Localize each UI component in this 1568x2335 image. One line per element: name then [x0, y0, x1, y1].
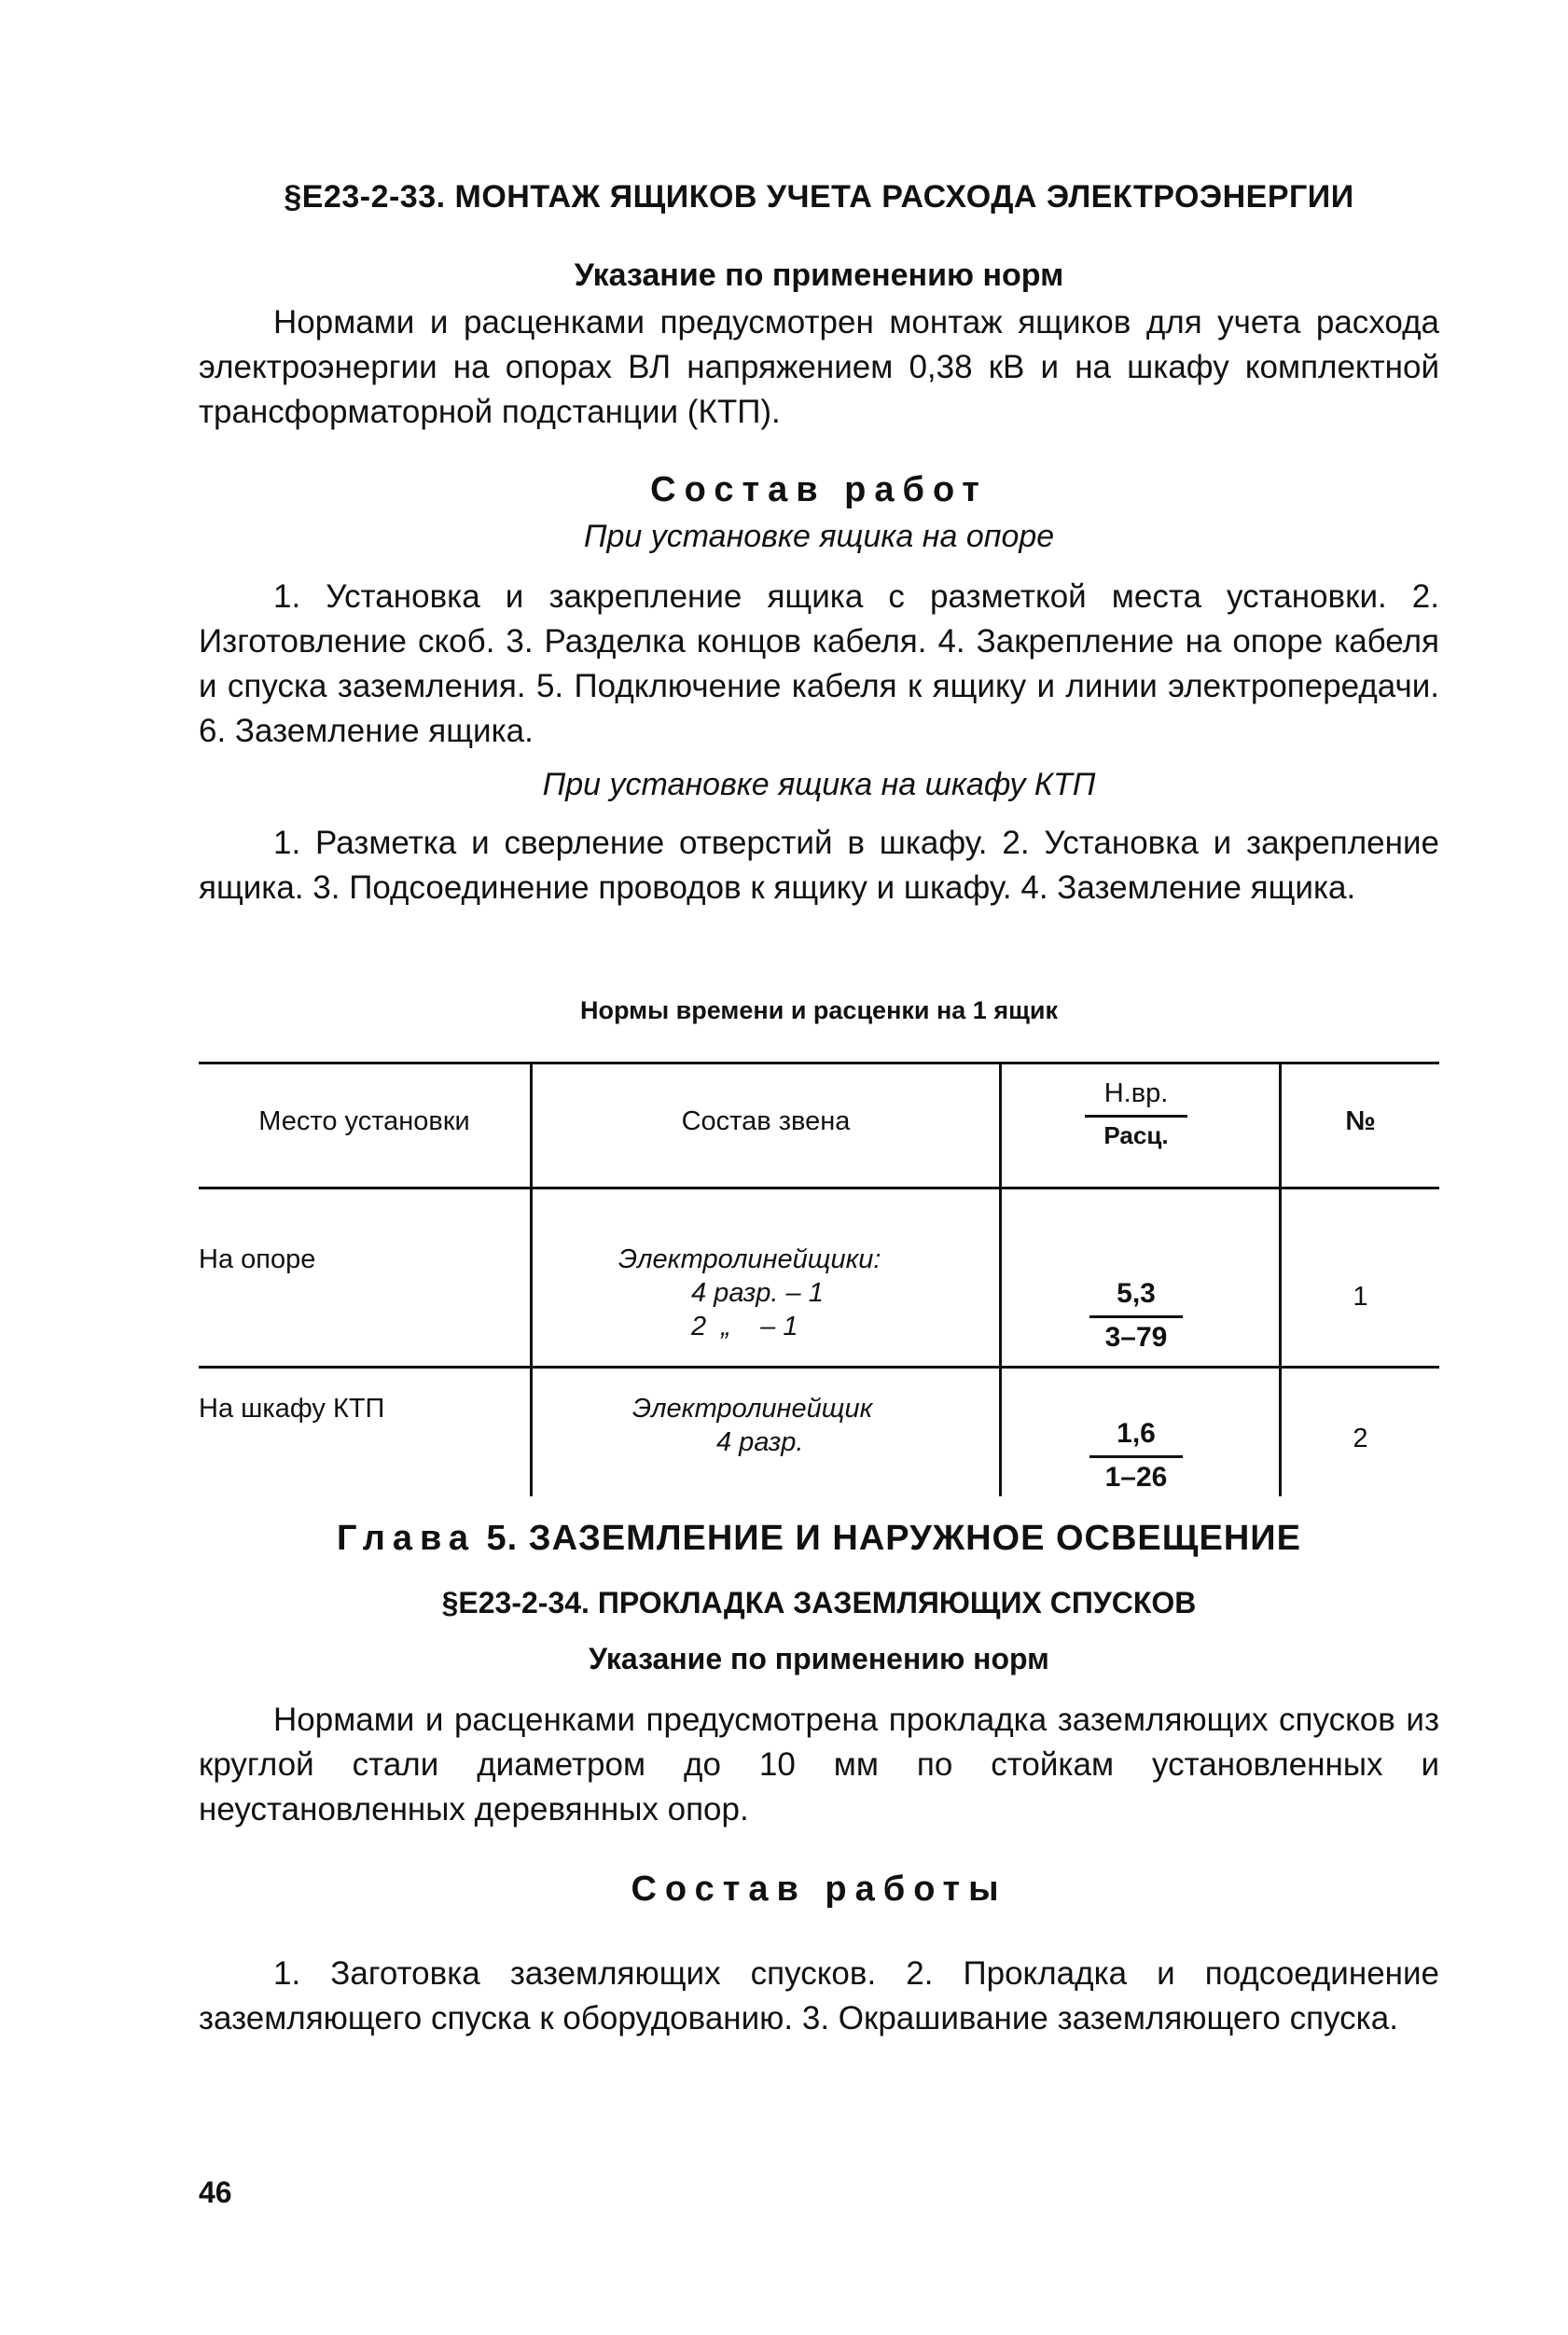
row1-place: На опоре: [199, 1244, 316, 1274]
section2-work-heading: Состав работы: [631, 1869, 1007, 1909]
row2-place: На шкафу КТП: [199, 1394, 385, 1424]
table-col-rule: [999, 1062, 1002, 1496]
row1-rate: 3–79: [1104, 1322, 1168, 1353]
row1-crew-grade: 4 разр. – 1: [691, 1278, 824, 1308]
row2-number: 2: [1353, 1424, 1368, 1453]
header-place: Место установки: [258, 1106, 470, 1136]
section-title: §Е23-2-33. МОНТАЖ ЯЩИКОВ УЧЕТА РАСХОДА ЭЛЕКТРОЭНЕРГИИ: [284, 179, 1354, 215]
row1-norm-rate: [1089, 1278, 1183, 1354]
row1-crew-title: Электролинейщики:: [618, 1244, 881, 1274]
chapter-heading: [199, 1519, 1439, 1559]
header-crew: Состав звена: [681, 1106, 851, 1136]
table-header-rule: [199, 1187, 1439, 1189]
row1-number: 1: [1353, 1282, 1368, 1312]
header-number: №: [1345, 1106, 1376, 1136]
row2-rate: 1–26: [1104, 1462, 1168, 1493]
header-norm-rate: [1085, 1078, 1187, 1150]
norms-table: [199, 1062, 1439, 1500]
header-rate: Расц.: [1103, 1121, 1169, 1149]
instruction-paragraph: Нормами и расценками предусмотрен монтаж ящиков для учета расхода электроэнергии на опорах ВЛ напряжением 0,38 кВ и на шкафу комплектной трансформаторной подстанции (КТП).: [199, 304, 1439, 430]
section2-work-steps: 1. Заготовка заземляющих спусков. 2. Прокладка и подсоединение заземляющего спуска к оборудованию. 3. Окрашивание заземляющего спуска.: [199, 1955, 1439, 2036]
chapter-label: Глава: [337, 1519, 476, 1558]
page-number: 46: [199, 2175, 232, 2209]
row2-crew-grade: 4 разр.: [716, 1427, 804, 1457]
chapter-title: 5. ЗАЗЕМЛЕНИЕ И НАРУЖНОЕ ОСВЕЩЕНИЕ: [486, 1519, 1301, 1558]
section2-instruction-heading: Указание по применению норм: [589, 1642, 1049, 1675]
row1-norm: 5,3: [1089, 1278, 1183, 1318]
row1-crew-grade2: 2 „ – 1: [691, 1312, 798, 1341]
section2-title: §Е23-2-34. ПРОКЛАДКА ЗАЗЕМЛЯЮЩИХ СПУСКОВ: [441, 1586, 1197, 1619]
subheading-on-pole: При установке ящика на опоре: [583, 519, 1055, 554]
table-row-rule: [199, 1366, 1439, 1369]
header-norm: Н.вр.: [1085, 1078, 1187, 1118]
work-composition-heading: Состав работ: [650, 470, 988, 509]
work-steps-on-pole: 1. Установка и закрепление ящика с разметкой места установки. 2. Изготовление скоб. 3. Разделка концов кабеля. 4. Закрепление на опоре кабеля и спуска заземления. 5. Подключение кабеля к ящику и линии электропередачи. 6. Заземление ящика.: [199, 578, 1439, 749]
table-top-rule: [199, 1062, 1439, 1064]
instruction-heading: Указание по применению норм: [574, 257, 1064, 293]
subheading-on-ktp: При установке ящика на шкафу КТП: [542, 767, 1096, 802]
table-caption: Нормы времени и расценки на 1 ящик: [580, 996, 1058, 1024]
section2-instruction-paragraph: Нормами и расценками предусмотрена прокладка заземляющих спусков из круглой стали диаметром до 10 мм по стойкам установленных и неустановленных деревянных опор.: [199, 1702, 1439, 1828]
row2-norm: 1,6: [1089, 1418, 1183, 1458]
work-steps-on-ktp: 1. Разметка и сверление отверстий в шкафу. 2. Установка и закрепление ящика. 3. Подсоединение проводов к ящику и шкафу. 4. Заземление ящика.: [199, 825, 1439, 906]
row2-norm-rate: [1089, 1418, 1183, 1494]
row2-crew-title: Электролинейщик: [632, 1394, 873, 1424]
